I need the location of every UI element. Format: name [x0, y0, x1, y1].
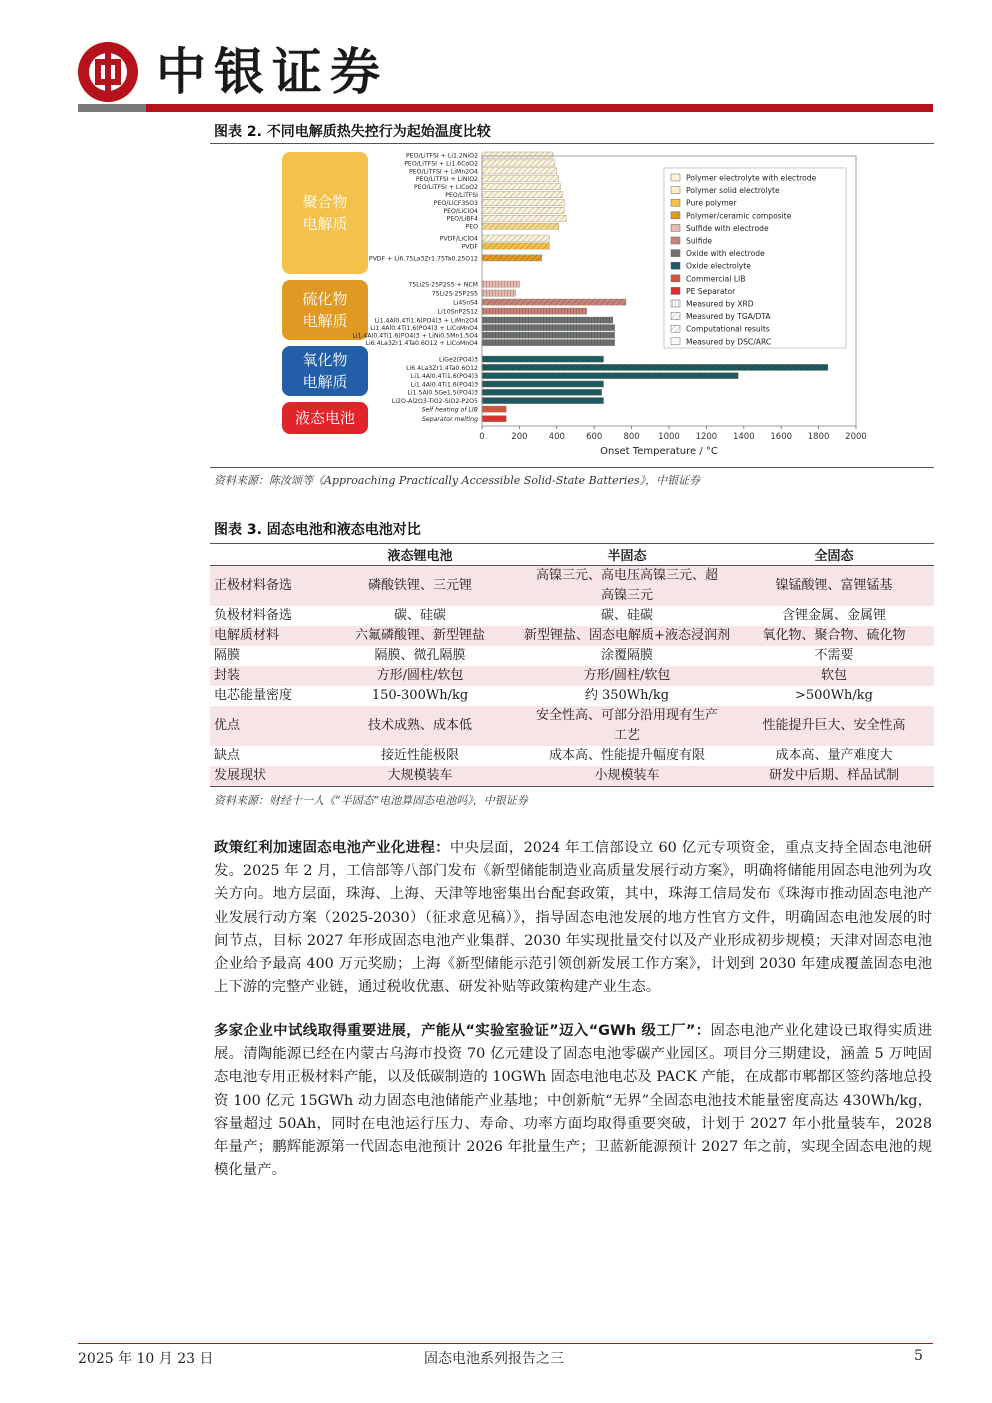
bar-label: Li10SnP2S12: [437, 308, 478, 316]
bar-label: Li6.4La3Zr1.4Ta0.6O12 + LiCoMnO4: [365, 340, 478, 347]
table-cell-all: 含锂金属、金属锂: [781, 608, 886, 623]
legend-swatch: [671, 250, 680, 257]
table-cell-label: 电芯能量密度: [214, 688, 293, 703]
legend-swatch: [671, 224, 680, 231]
bar-pattern: [482, 192, 562, 198]
bar-label: PEO/LiTFSI + Li1.2NiO2: [405, 152, 478, 160]
legend-swatch: [671, 287, 680, 294]
figure2-source: 资料来源：陈汝颂等《Approaching Practically Accessible Solid-State Batteries》，中银证券: [214, 474, 701, 487]
table-cell-label: 电解质材料: [210, 626, 320, 646]
bar-label: PEO/LiCF3SO3: [433, 199, 478, 207]
table-row: [210, 766, 934, 787]
table-cell-semi: 安全性高、可部分沿用现有生产工艺: [520, 706, 734, 746]
bar-pattern: [482, 235, 549, 241]
bar-label: Self heating of LIB: [421, 406, 478, 414]
bar-pattern: [482, 215, 566, 221]
bar-mark: [482, 373, 738, 379]
bar-label: PEO/LiBF4: [446, 215, 478, 223]
bar-label: Li1.4Al0.4Ti1.6(PO4)3: [410, 373, 478, 381]
table-cell-label: 封装: [210, 666, 320, 686]
table-cell-liquid: 大规模装车: [320, 766, 520, 787]
bar-label: Li1.5Al0.5Ge1.5(PO4)3: [407, 389, 478, 397]
figure2-bottom-rule: [210, 467, 934, 468]
table-header-row: [210, 544, 934, 566]
legend-swatch: [671, 338, 680, 345]
table-header-all: 全固态: [814, 549, 854, 564]
bar-label: PVDF/LiClO4: [439, 235, 478, 243]
table-cell-all: 成本高、量产难度大: [775, 748, 893, 763]
bar-label: PEO/LiTFSI + LiMn2O4: [408, 168, 478, 176]
comparison-table: [210, 543, 934, 787]
x-tick-label: 1200: [695, 432, 718, 442]
table-cell-label: 隔膜: [214, 648, 241, 663]
bar-pattern: [482, 160, 555, 166]
legend-swatch: [671, 212, 680, 219]
legend-swatch-pattern: [671, 300, 680, 307]
bar-pattern: [482, 364, 828, 370]
footer-rule: [78, 1343, 933, 1344]
bar-label: PEO/LiClO4: [443, 207, 478, 215]
legend-swatch: [671, 237, 680, 244]
table-row: [210, 626, 934, 646]
table-cell-all: 镍锰酸锂、富锂锰基: [734, 566, 934, 607]
legend-swatch: [671, 275, 680, 282]
legend-swatch-pattern: [671, 325, 680, 332]
table-cell-liquid: 接近性能极限: [380, 748, 459, 763]
legend-swatch-pattern: [671, 313, 680, 320]
table-cell-semi: 涂覆隔膜: [600, 648, 653, 663]
table-header-blank: [210, 544, 320, 566]
legend-swatch: [671, 187, 680, 194]
table-row: [210, 686, 934, 706]
table-cell-semi: 成本高、性能提升幅度有限: [548, 748, 705, 763]
table-cell-label: 缺点: [214, 748, 241, 763]
table-row: [210, 746, 934, 766]
bar-label: Li6.4La3Zr1.4Ta0.6O12: [406, 364, 478, 372]
paragraph-industry: [214, 1020, 932, 1182]
x-axis-label: Onset Temperature / °C: [600, 446, 718, 457]
bar-pattern: [482, 332, 615, 338]
table-cell-all: >500Wh/kg: [794, 688, 874, 703]
bar-pattern: [482, 184, 561, 190]
legend-label: Measured by TGA/DTA: [686, 312, 771, 322]
bar-pattern: [482, 243, 549, 249]
legend-label: Pure polymer: [686, 198, 737, 208]
footer-date: 2025 年 10 月 23 日: [78, 1351, 214, 1367]
table-row: [210, 706, 934, 746]
legend-label: Polymer solid electrolyte: [686, 186, 780, 196]
table-header-semi: 半固态: [607, 549, 647, 564]
figure2-chart: [210, 146, 934, 466]
bar-pattern: [482, 176, 559, 182]
paragraph-industry-body: 固态电池产业化建设已取得实质进展。清陶能源已经在内蒙古乌海市投资 70 亿元建设了固态电池零碳产业园区。项目分三期建设，涵盖 5 万吨固态电池专用正极材料产能，以及低碳制造的 10GWh 固态电池电芯及 PACK 产能，在成都市郫都区签约落地总投资 100 亿元 15GWh 动力固态电池储能产业基地；中创新航“无界”全固态电池技术能量密度高达 430Wh/kg，容量超过 50Ah，同时在电池运行压力、寿命、功率方面均取得重要突破，计划于 2027 年小批量装车，2028 年量产；鹏辉能源第一代固态电池预计 2026 年批量生产；卫蓝新能源预计 2027 年之前，实现全固态电池的规模化量产。: [214, 1023, 932, 1179]
table-row: [210, 566, 934, 607]
paragraph-policy-lead: 政策红利加速固态电池产业化进程：: [214, 840, 450, 856]
bar-pattern: [482, 325, 615, 331]
bar-label: Li1.4Al0.4Ti1.6(PO4)3 + LiCoMnO4: [370, 325, 478, 332]
table-row: [210, 666, 934, 686]
bar-mark: [482, 381, 604, 387]
bar-pattern: [482, 340, 615, 346]
bar-label: PEO/LiTFSI + LiNiO2: [415, 176, 478, 184]
legend-label: Measured by DSC/ARC: [686, 337, 772, 347]
table-cell-liquid: 技术成熟、成本低: [320, 706, 520, 746]
category-polymer: 聚合物 电解质: [282, 152, 368, 274]
legend-label: Measured by XRD: [686, 299, 754, 309]
legend-label: Computational results: [686, 324, 770, 334]
x-tick-label: 1600: [770, 432, 793, 442]
table-cell-label: 正极材料备选: [210, 566, 320, 607]
figure2-title: 图表 2. 不同电解质热失控行为起始温度比较: [214, 124, 491, 140]
x-tick-label: 800: [623, 432, 640, 442]
category-oxide: 氧化物 电解质: [282, 346, 368, 396]
bar-label: PEO/LiTFSI + LiCoO2: [414, 184, 478, 192]
table-cell-all: 不需要: [814, 648, 854, 663]
bar-label: Li4SnS4: [453, 299, 478, 307]
footer-title: 固态电池系列报告之三: [424, 1351, 564, 1367]
bar-pattern: [482, 317, 613, 323]
table-cell-label: 发展现状: [210, 766, 320, 787]
bar-chart-svg: [210, 146, 934, 466]
bar-pattern: [482, 199, 564, 205]
figure2-top-rule: [210, 143, 934, 144]
table-cell-liquid: 方形/圆柱/软包: [320, 666, 520, 686]
bar-label: Li2O-Al2O3-TiO2-SiO2-P2O5: [391, 398, 478, 405]
legend-label: Sulfide: [686, 236, 713, 246]
bank-logo-icon: [78, 42, 138, 102]
brand-name: 中银证券: [156, 43, 388, 101]
bar-label: 75Li2S·25P2S5: [431, 290, 478, 298]
legend-label: Oxide with electrode: [686, 249, 765, 259]
page-number: 5: [914, 1348, 923, 1364]
bar-mark: [482, 398, 604, 404]
bar-pattern: [482, 207, 564, 213]
bar-label: PEO/LiTFSI + Li1.6CoO2: [404, 160, 478, 168]
bar-label: LiGe2(PO4)3: [438, 356, 478, 364]
table-cell-label: 优点: [210, 706, 320, 746]
bar-label: Li1.4Al0.4Ti1.6(PO4)3 + LiNi0.5Mn1.5O4: [352, 332, 478, 340]
header-rule: [78, 104, 933, 112]
legend-label: Sulfide with electrode: [686, 223, 769, 233]
legend-label: PE Separator: [686, 286, 736, 296]
x-tick-label: 400: [548, 432, 565, 442]
table-cell-semi: 小规模装车: [520, 766, 734, 787]
table-header-liquid: 液态锂电池: [387, 549, 453, 564]
paragraph-policy-body: 中央层面，2024 年工信部设立 60 亿元专项资金，重点支持全固态电池研发。2025 年 2 月，工信部等八部门发布《新型储能制造业高质量发展行动方案》，明确将储能用固态电池列为攻关方向。地方层面，珠海、上海、天津等地密集出台配套政策，其中，珠海工信局发布《珠海市推动固态电池产业发展行动方案（2025-2030）（征求意见稿）》，指导固态电池发展的地方性官方文件，明确固态电池发展的时间节点，目标 2027 年形成固态电池产业集群、2030 年实现批量交付以及产业形成初步规模；天津对固态电池企业给予最高 400 万元奖励；上海《新型储能示范引领创新发展工作方案》，计划到 2030 年建成覆盖固态电池上下游的完整产业链，通过税收优惠、研发补贴等政策构建产业生态。: [214, 840, 932, 996]
legend-swatch: [671, 174, 680, 181]
bar-label: Separator melting: [421, 416, 478, 424]
header-rule-accent: [78, 104, 146, 112]
x-tick-label: 0: [479, 432, 485, 442]
x-tick-label: 2000: [845, 432, 867, 442]
bar-mark: [482, 356, 604, 362]
bar-label: Li1.4Al0.4Ti1.6(PO4)3 + LiMn2O4: [374, 317, 478, 325]
bar-label: PVDF + Li6.75La3Zr1.75Ta0.25O12: [368, 255, 478, 263]
page-header: [78, 40, 938, 112]
table-cell-semi: 新型锂盐、固态电解质+液态浸润剂: [520, 626, 734, 646]
table-cell-semi: 约 350Wh/kg: [584, 688, 670, 703]
legend-label: Oxide electrolyte: [686, 261, 751, 271]
table-cell-all: 软包: [734, 666, 934, 686]
legend-swatch: [671, 262, 680, 269]
x-tick-label: 1400: [732, 432, 755, 442]
bar-pattern: [482, 308, 587, 314]
bar-pattern: [482, 255, 542, 261]
legend-label: Polymer electrolyte with electrode: [686, 173, 817, 183]
legend-swatch: [671, 199, 680, 206]
paragraph-industry-lead: 多家企业中试线取得重要进展，产能从“实验室验证”迈入“GWh 级工厂”：: [214, 1023, 711, 1039]
figure3-title: 图表 3. 固态电池和液态电池对比: [214, 522, 421, 538]
table-cell-liquid: 隔膜、微孔隔膜: [374, 648, 466, 663]
bar-pattern: [482, 290, 516, 296]
table-cell-all: 性能提升巨大、安全性高: [734, 706, 934, 746]
bar-label: 75Li2S·25P2S5 + NCM: [408, 281, 478, 289]
x-tick-label: 1000: [658, 432, 680, 442]
legend-label: Polymer/ceramic composite: [686, 211, 792, 221]
x-tick-label: 1800: [807, 432, 830, 442]
table-cell-liquid: 碳、硅碳: [393, 608, 446, 623]
table-cell-liquid: 磷酸铁锂、三元锂: [320, 566, 520, 607]
table-cell-label: 负极材料备选: [214, 608, 293, 623]
table-cell-semi: 高镍三元、高电压高镍三元、超高镍三元: [520, 566, 734, 607]
table-row: [210, 646, 934, 666]
bar-pattern: [482, 299, 626, 305]
x-tick-label: 200: [511, 432, 528, 442]
x-tick-label: 600: [586, 432, 603, 442]
bar-mark: [482, 416, 506, 422]
paragraph-policy: [214, 837, 932, 999]
bar-label: PVDF: [461, 243, 478, 251]
category-sulfide: 硫化物 电解质: [282, 280, 368, 340]
bar-label: Li1.4Al0.4Ti1.6(PO4)3: [410, 381, 478, 389]
bar-pattern: [482, 281, 519, 287]
bar-pattern: [482, 168, 557, 174]
bar-mark: [482, 406, 506, 412]
table-cell-all: 研发中后期、样品试制: [734, 766, 934, 787]
bar-pattern: [482, 152, 553, 158]
table-cell-liquid: 六氟磷酸锂、新型锂盐: [320, 626, 520, 646]
category-liquid: 液态电池: [282, 402, 368, 434]
figure3-source: 资料来源：财经十一人《“半固态”电池算固态电池吗》，中银证券: [214, 794, 528, 807]
table-cell-all: 氧化物、聚合物、硫化物: [734, 626, 934, 646]
table-cell-semi: 方形/圆柱/软包: [520, 666, 734, 686]
bar-label: PEO/LiTFSI: [445, 192, 478, 199]
bar-label: PEO: [465, 223, 478, 231]
table-row: [210, 606, 934, 626]
bar-pattern: [482, 223, 559, 229]
table-cell-liquid: 150-300Wh/kg: [371, 688, 469, 703]
legend-label: Commercial LIB: [686, 274, 746, 284]
table-cell-semi: 碳、硅碳: [600, 608, 653, 623]
bar-mark: [482, 389, 602, 395]
